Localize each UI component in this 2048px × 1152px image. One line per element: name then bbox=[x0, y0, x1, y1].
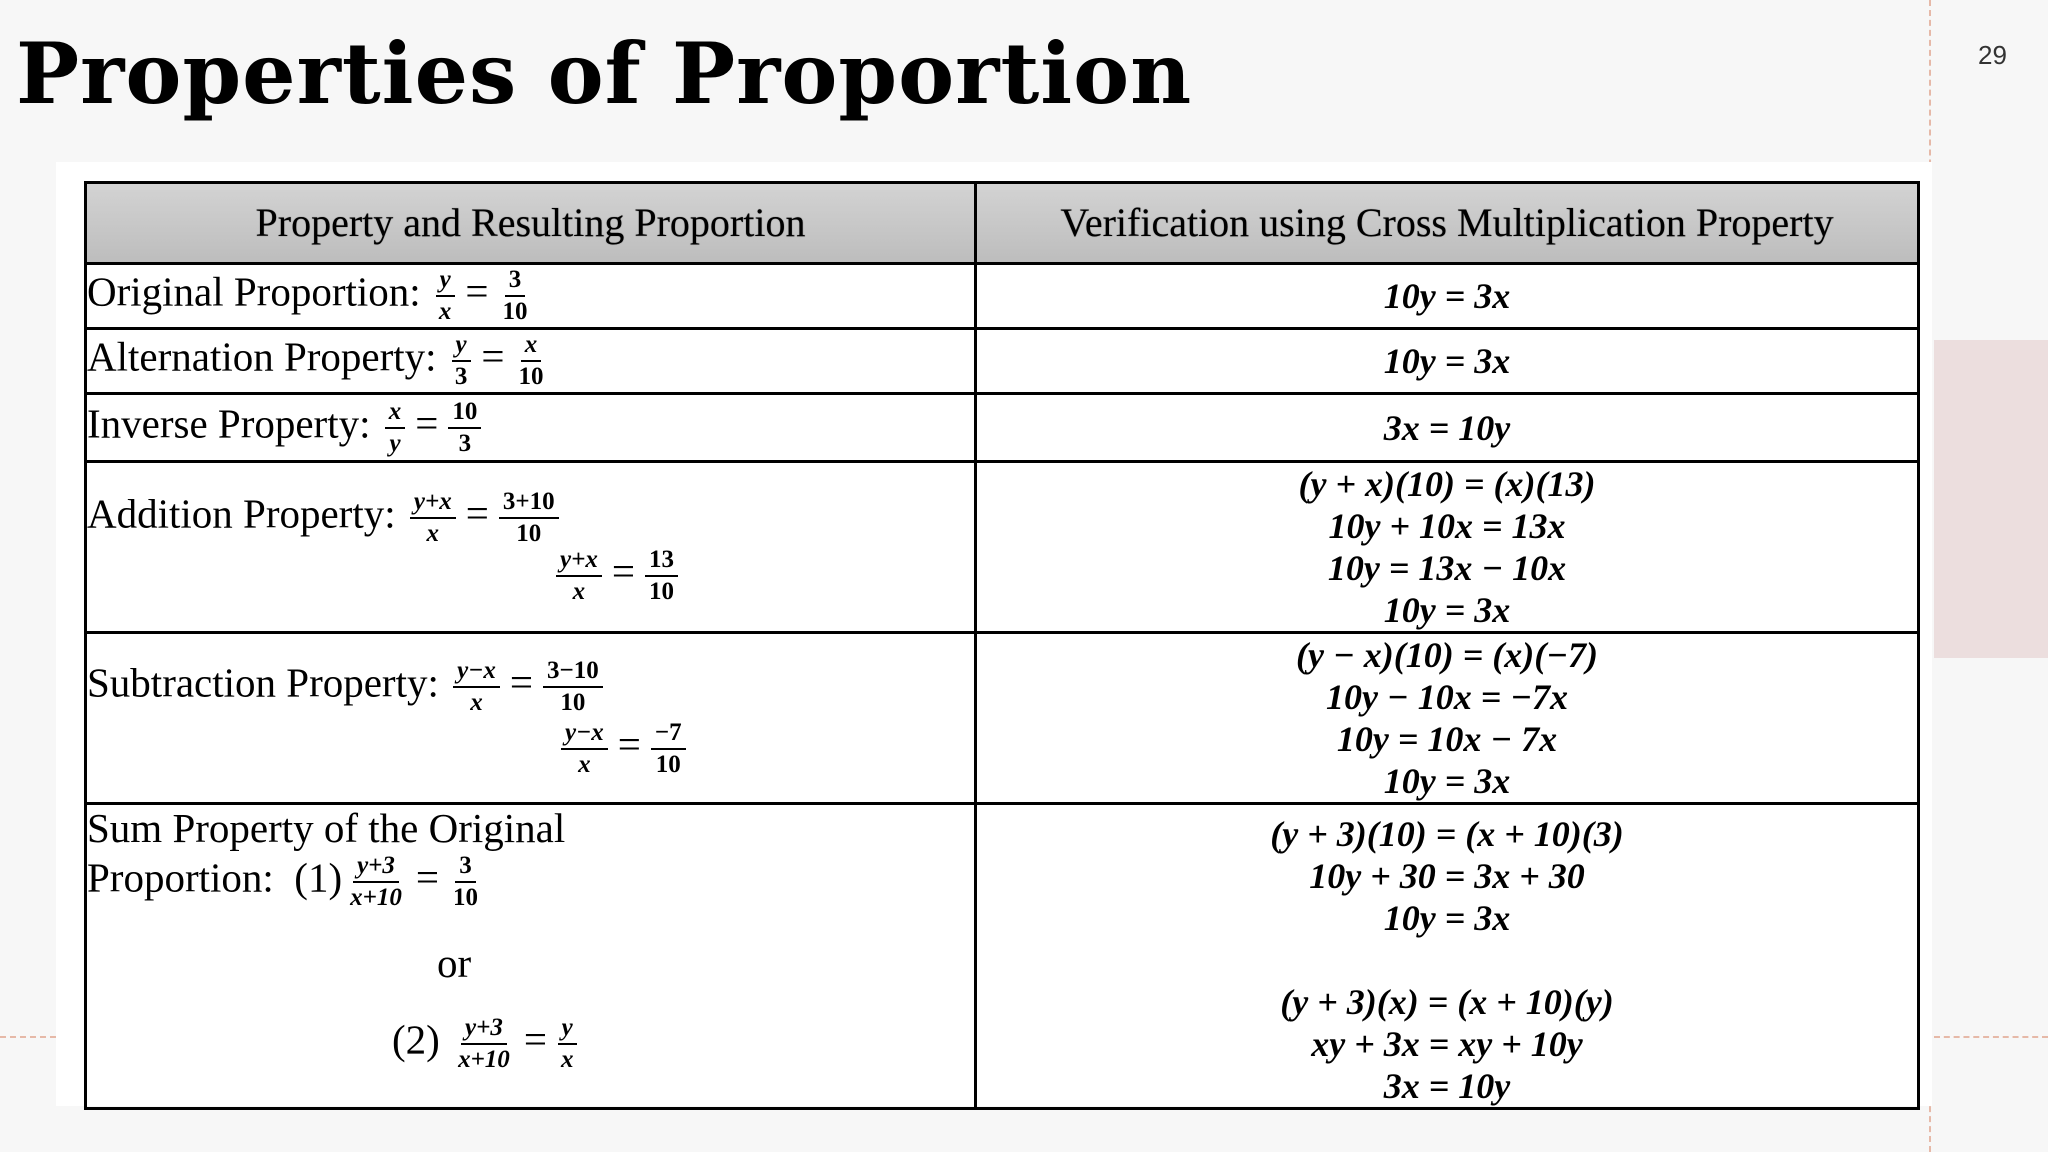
fraction: $\frac{10}{3}$ bbox=[448, 397, 481, 459]
properties-table bbox=[84, 181, 1920, 1110]
table-row bbox=[86, 329, 1919, 394]
table-row bbox=[86, 804, 1919, 1109]
property-label: Subtraction Property: bbox=[87, 659, 439, 706]
fraction: $\frac{x}{y}$ bbox=[385, 397, 406, 459]
property-label: Sum Property of the Original bbox=[87, 805, 566, 851]
second-equation: $\frac{y-x}{x}$ = $\frac{-7}{10}$ bbox=[87, 718, 974, 780]
fraction: $\frac{3}{10}$ bbox=[502, 266, 528, 325]
or-text: or bbox=[437, 940, 472, 986]
page-number: 29 bbox=[1978, 40, 2007, 70]
fraction: $\frac{y}{3}$ bbox=[451, 330, 472, 392]
header-row bbox=[86, 183, 1919, 264]
decor-block bbox=[1934, 340, 2048, 658]
table-row bbox=[86, 394, 1919, 462]
header-property: Property and Resulting Proportion bbox=[86, 183, 976, 264]
property-label: Addition Property: bbox=[87, 490, 396, 537]
table-row bbox=[86, 264, 1919, 329]
sum-option-2: (2) $\frac{y+3}{x+10}$ = $\frac{y}{x}$ bbox=[87, 1013, 974, 1079]
slide-title: Properties of Proportion bbox=[16, 24, 1193, 123]
fraction: $\frac{y}{x}$ bbox=[435, 265, 456, 327]
table-row bbox=[86, 462, 1919, 633]
fraction: $\frac{x}{10}$ bbox=[518, 331, 544, 390]
verification-cell: (y + 3)(10) = (x + 10)(3) 10y + 30 = 3x + 30 10y = 3x (y + 3)(x) = (x + 10)(y) xy + 3x = xy + 10y 3x = 10y bbox=[976, 804, 1919, 1109]
sum-option-1: Proportion: (1) $\frac{y+3}{x+10}$ = $\frac{3}{10}$ bbox=[87, 852, 478, 911]
header-verification: Verification using Cross Multiplication Property bbox=[976, 183, 1919, 264]
divider-right bbox=[1934, 1036, 2048, 1038]
property-cell: Alternation Property: $\frac{y}{3}$ = $\frac{x}{10}$ bbox=[86, 329, 976, 394]
property-cell: Inverse Property: $\frac{x}{y}$ = $\frac{10}{3}$ bbox=[86, 394, 976, 462]
property-cell: Subtraction Property: $\frac{y-x}{x}$ = $\frac{3-10}{10}$ $\frac{y-x}{x}$ = $\frac{-7}{10}$ bbox=[86, 633, 976, 804]
verification-cell: 10y = 3x bbox=[976, 329, 1919, 394]
fraction: $\frac{y-x}{x}$ bbox=[453, 656, 500, 718]
property-cell: Original Proportion: $\frac{y}{x}$ = $\frac{3}{10}$ bbox=[86, 264, 976, 329]
property-cell: Addition Property: $\frac{y+x}{x}$ = $\frac{3+10}{10}$ $\frac{y+x}{x}$ = $\frac{13}{10}$ bbox=[86, 462, 976, 633]
table-row bbox=[86, 633, 1919, 804]
property-label: Original Proportion: bbox=[87, 268, 421, 315]
verification-cell: 3x = 10y bbox=[976, 394, 1919, 462]
divider-left bbox=[0, 1036, 56, 1038]
fraction: $\frac{3-10}{10}$ bbox=[543, 656, 603, 718]
property-cell bbox=[86, 804, 976, 1109]
verification-cell: (y − x)(10) = (x)(−7) 10y − 10x = −7x 10y = 10x − 7x 10y = 3x bbox=[976, 633, 1919, 804]
verification-cell: 10y = 3x bbox=[976, 264, 1919, 329]
property-label: Alternation Property: bbox=[87, 333, 437, 380]
fraction: $\frac{3+10}{10}$ bbox=[499, 487, 559, 549]
verification-cell: (y + x)(10) = (x)(13) 10y + 10x = 13x 10y = 13x − 10x 10y = 3x bbox=[976, 462, 1919, 633]
property-label: Inverse Property: bbox=[87, 399, 371, 446]
second-equation: $\frac{y+x}{x}$ = $\frac{13}{10}$ bbox=[87, 545, 974, 607]
fraction: $\frac{y+x}{x}$ bbox=[410, 487, 456, 549]
